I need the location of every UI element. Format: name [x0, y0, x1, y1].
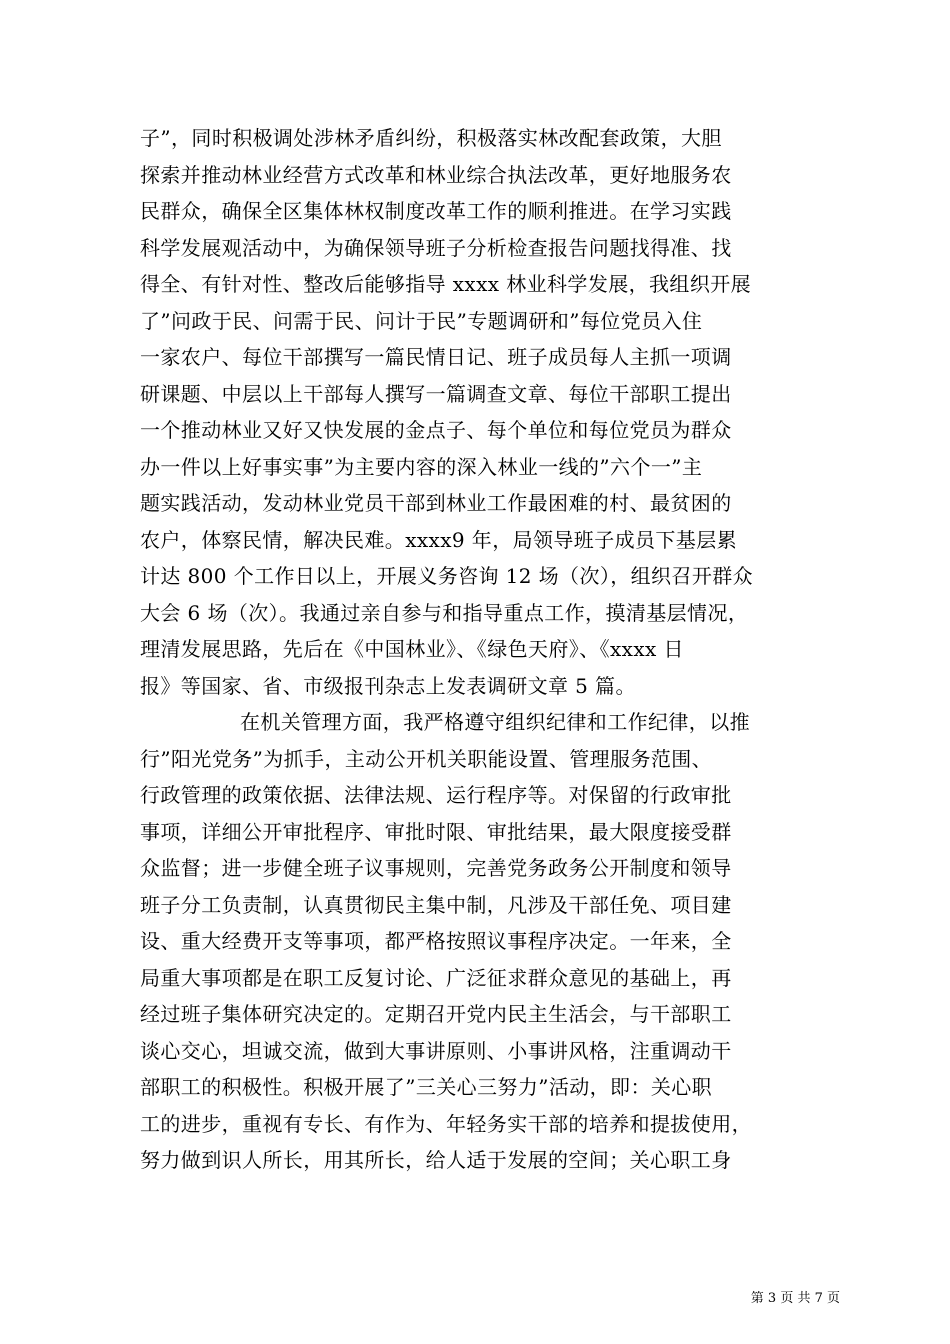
paragraph-office-management [140, 704, 840, 1179]
text-line: 理清发展思路，先后在《中国林业》、《绿色天府》、《xxxx 日 [140, 637, 684, 661]
text-line: 经过班子集体研究决定的。定期召开党内民主生活会，与干部职工 [140, 1002, 732, 1026]
text-line: 班子分工负责制，认真贯彻民主集中制，凡涉及干部任免、项目建 [140, 892, 732, 917]
text-line: 科学发展观活动中，为确保领导班子分析检查报告问题找得准、找 [140, 235, 732, 260]
text-line: 工的进步，重视有专长、有作为、年轻务实干部的培养和提拔使用， [140, 1111, 752, 1136]
text-line: 一个推动林业又好又快发展的金点子、每个单位和每位党员为群众 [140, 418, 732, 442]
text-line: 农户，体察民情，解决民难。xxxx9 年，局领导班子成员下基层累 [140, 527, 737, 552]
text-line: 设、重大经费开支等事项，都严格按照议事程序决定。一年来，全 [140, 929, 732, 953]
text-line: 局重大事项都是在职工反复讨论、广泛征求群众意见的基础上，再 [140, 965, 732, 990]
body-text [140, 120, 840, 1179]
text-line: 办一件以上好事实事”为主要内容的深入林业一线的”六个一”主 [140, 454, 703, 479]
text-line-indented: 在机关管理方面，我严格遵守组织纪律和工作纪律，以推 [240, 710, 750, 734]
page-number-footer: 第 3 页 共 7 页 [750, 1291, 840, 1306]
text-line: 了”问政于民、问需于民、问计于民”专题调研和”每位党员入住 [140, 308, 703, 333]
text-line: 行政管理的政策依据、法律法规、运行程序等。对保留的行政审批 [140, 783, 732, 807]
text-line: 事项，详细公开审批程序、审批时限、审批结果，最大限度接受群 [140, 819, 732, 844]
text-line: 努力做到识人所长，用其所长，给人适于发展的空间；关心职工身 [140, 1148, 732, 1172]
text-line: 研课题、中层以上干部每人撰写一篇调查文章、每位干部职工提出 [140, 381, 732, 406]
text-line: 报》等国家、省、市级报刊杂志上发表调研文章 5 篇。 [140, 673, 636, 698]
paragraph-forestry-reform [140, 120, 840, 704]
text-line: 子”，同时积极调处涉林矛盾纠纷，积极落实林改配套政策，大胆 [140, 126, 722, 150]
text-line: 民群众，确保全区集体林权制度改革工作的顺利推进。在学习实践 [140, 199, 732, 223]
text-line: 行”阳光党务”为抓手，主动公开机关职能设置、管理服务范围、 [140, 746, 713, 771]
text-line: 一家农户、每位干部撰写一篇民情日记、班子成员每人主抓一项调 [140, 345, 732, 369]
text-line: 探索并推动林业经营方式改革和林业综合执法改革，更好地服务农 [140, 162, 732, 187]
text-line: 众监督；进一步健全班子议事规则，完善党务政务公开制度和领导 [140, 856, 732, 880]
text-line: 大会 6 场（次）。我通过亲自参与和指导重点工作，摸清基层情况， [140, 600, 749, 625]
text-line: 部职工的积极性。积极开展了”三关心三努力”活动，即：关心职 [140, 1075, 713, 1099]
text-line: 题实践活动，发动林业党员干部到林业工作最困难的村、最贫困的 [140, 491, 732, 515]
text-line: 计达 800 个工作日以上，开展义务咨询 12 场（次），组织召开群众 [140, 564, 754, 588]
text-line: 得全、有针对性、整改后能够指导 xxxx 林业科学发展，我组织开展 [140, 272, 752, 296]
text-line: 谈心交心，坦诚交流，做到大事讲原则、小事讲风格，注重调动干 [140, 1038, 732, 1063]
